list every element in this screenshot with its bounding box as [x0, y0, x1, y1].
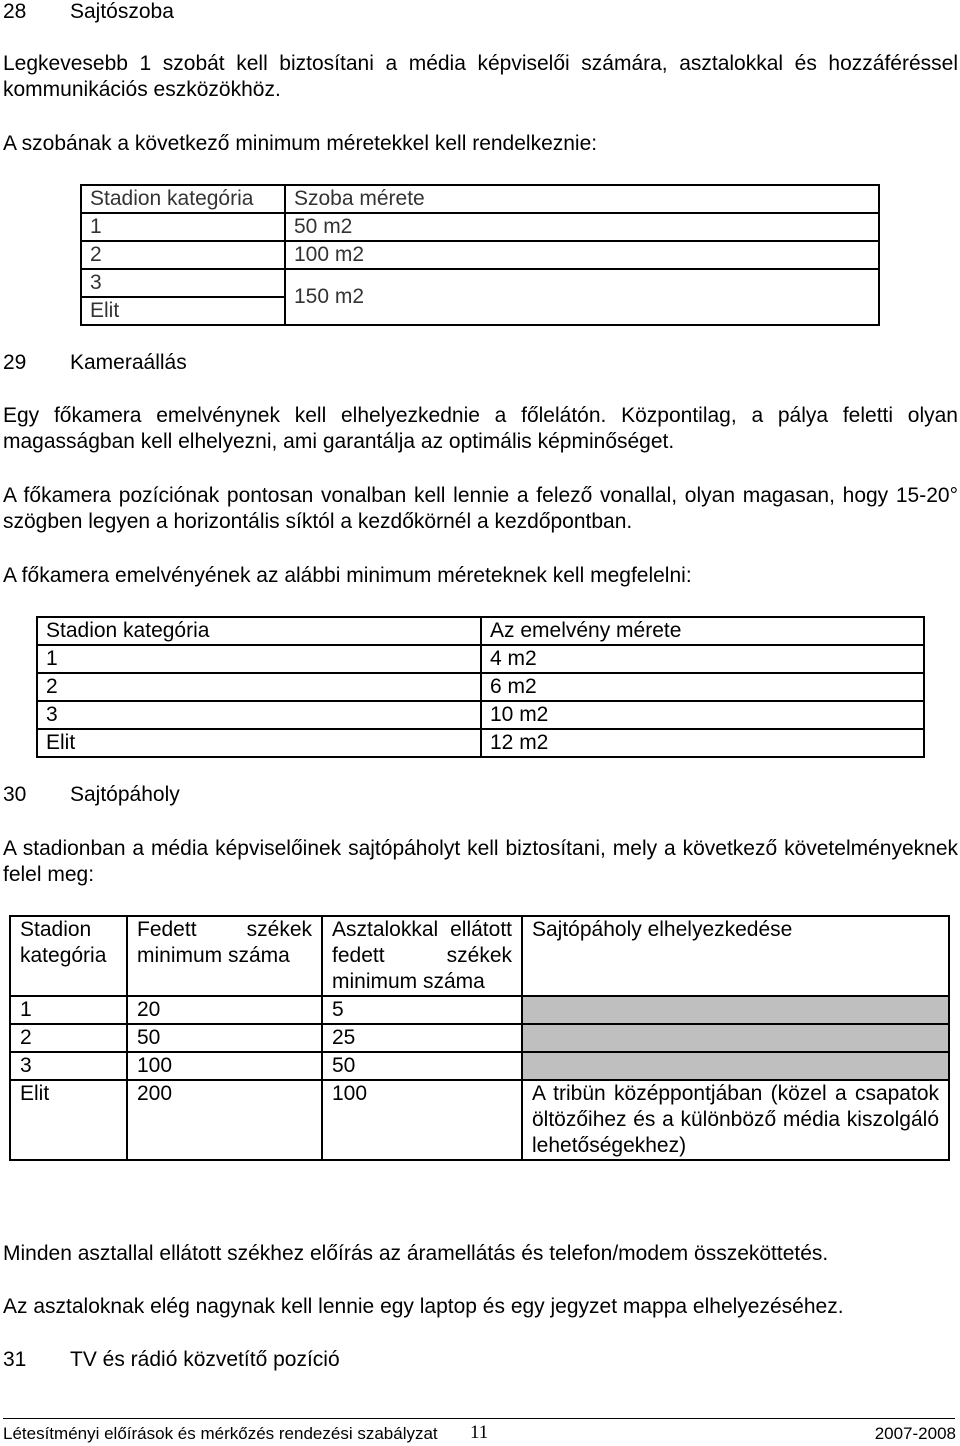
table-cell: 10 m2 — [481, 701, 924, 729]
section-title: Sajtópáholy — [70, 783, 180, 806]
table-header-cell: Stadion kategória — [10, 916, 127, 996]
table-row — [81, 269, 879, 297]
table-row — [10, 1024, 949, 1052]
table-cell: 1 — [81, 213, 285, 241]
table-cell: 5 — [322, 996, 522, 1024]
table-cell: Elit — [10, 1080, 127, 1160]
table-cell: 25 — [322, 1024, 522, 1052]
table-cell: 50 — [322, 1052, 522, 1080]
table-cell: 2 — [10, 1024, 127, 1052]
table-row — [37, 645, 924, 673]
table-cell: 100 m2 — [285, 241, 879, 269]
table-row — [81, 241, 879, 269]
table-cell: 3 — [10, 1052, 127, 1080]
paragraph: Minden asztallal ellátott székhez előírás az áramellátás és telefon/modem összeköttetés. — [3, 1242, 829, 1265]
table-row — [10, 996, 949, 1024]
footer-title: Létesítményi előírások és mérkőzés rendezési szabályzat — [3, 1424, 438, 1443]
table-header-cell: Stadion kategória — [81, 185, 285, 213]
paragraph: Legkevesebb 1 szobát kell biztosítani a média képviselői számára, asztalokkal és hozzáféréssel kommunikációs eszközökhöz. — [3, 52, 958, 101]
table-cell: 20 — [127, 996, 322, 1024]
table-cell: 2 — [37, 673, 481, 701]
section-number: 29 — [3, 351, 27, 374]
paragraph: A stadionban a média képviselőinek sajtópáholyt kell biztosítani, mely a következő követelményeknek felel meg: — [3, 837, 958, 886]
table-row — [37, 673, 924, 701]
paragraph: Egy főkamera emelvénynek kell elhelyezkednie a főlelátón. Központilag, a pálya feletti olyan magasságban kell elhelyezni, ami garantálja az optimális képminőséget. — [3, 404, 958, 453]
page-number: 11 — [470, 1422, 489, 1443]
table-cell: 50 m2 — [285, 213, 879, 241]
table-header-cell: Stadion kategória — [37, 617, 481, 645]
table-row — [10, 1080, 949, 1160]
table-cell-shaded — [522, 1024, 949, 1052]
table-row — [81, 213, 879, 241]
table-cell: Elit — [81, 297, 285, 325]
table-cell: 200 — [127, 1080, 322, 1160]
table-cell: 100 — [322, 1080, 522, 1160]
section-title: TV és rádió közvetítő pozíció — [70, 1348, 340, 1371]
section-number: 31 — [3, 1348, 27, 1371]
table-header-cell: Sajtópáholy elhelyezkedése — [522, 916, 949, 996]
table-header-cell: Az emelvény mérete — [481, 617, 924, 645]
table-row — [37, 701, 924, 729]
section-title: Kameraállás — [70, 351, 187, 374]
table-header-row — [81, 185, 879, 213]
table-header-cell: Asztalokkal ellátott fedett székek minimum száma — [322, 916, 522, 996]
section-number: 28 — [3, 0, 27, 23]
table-cell-merged: 150 m2 — [285, 269, 879, 325]
table-header-row — [37, 617, 924, 645]
table-header-cell: Fedett székek minimum száma — [127, 916, 322, 996]
paragraph: A főkamera emelvényének az alábbi minimum méreteknek kell megfelelni: — [3, 564, 692, 587]
paragraph: A szobának a következő minimum méretekkel kell rendelkeznie: — [3, 132, 598, 155]
footer-year: 2007-2008 — [874, 1424, 956, 1443]
press-box-table — [9, 915, 950, 1161]
paragraph: A főkamera pozíciónak pontosan vonalban kell lennie a felező vonallal, olyan magasan, hogy 15-20° szögben legyen a horizontális síktól a kezdőkörnél a kezdőpontban. — [3, 484, 958, 533]
table-cell: 3 — [37, 701, 481, 729]
table-cell: Elit — [37, 729, 481, 757]
table-row — [10, 1052, 949, 1080]
table-cell-shaded — [522, 996, 949, 1024]
table-row — [37, 729, 924, 757]
table-cell: 100 — [127, 1052, 322, 1080]
table-header-row — [10, 916, 949, 996]
table-cell: 12 m2 — [481, 729, 924, 757]
table-cell: 4 m2 — [481, 645, 924, 673]
table-cell: 2 — [81, 241, 285, 269]
section-number: 30 — [3, 783, 27, 806]
table-cell-shaded — [522, 1052, 949, 1080]
table-cell: 6 m2 — [481, 673, 924, 701]
table-cell: 50 — [127, 1024, 322, 1052]
platform-size-table — [36, 616, 925, 758]
room-size-table — [80, 184, 880, 326]
table-header-cell: Szoba mérete — [285, 185, 879, 213]
paragraph: Az asztaloknak elég nagynak kell lennie egy laptop és egy jegyzet mappa elhelyezéséhez. — [3, 1295, 844, 1318]
table-cell: 3 — [81, 269, 285, 297]
table-cell: A tribün középpontjában (közel a csapatok öltözőihez és a különböző média kiszolgáló lehetőségekhez) — [522, 1080, 949, 1160]
section-title: Sajtószoba — [70, 0, 174, 23]
footer-divider — [3, 1418, 955, 1419]
table-cell: 1 — [10, 996, 127, 1024]
table-cell: 1 — [37, 645, 481, 673]
